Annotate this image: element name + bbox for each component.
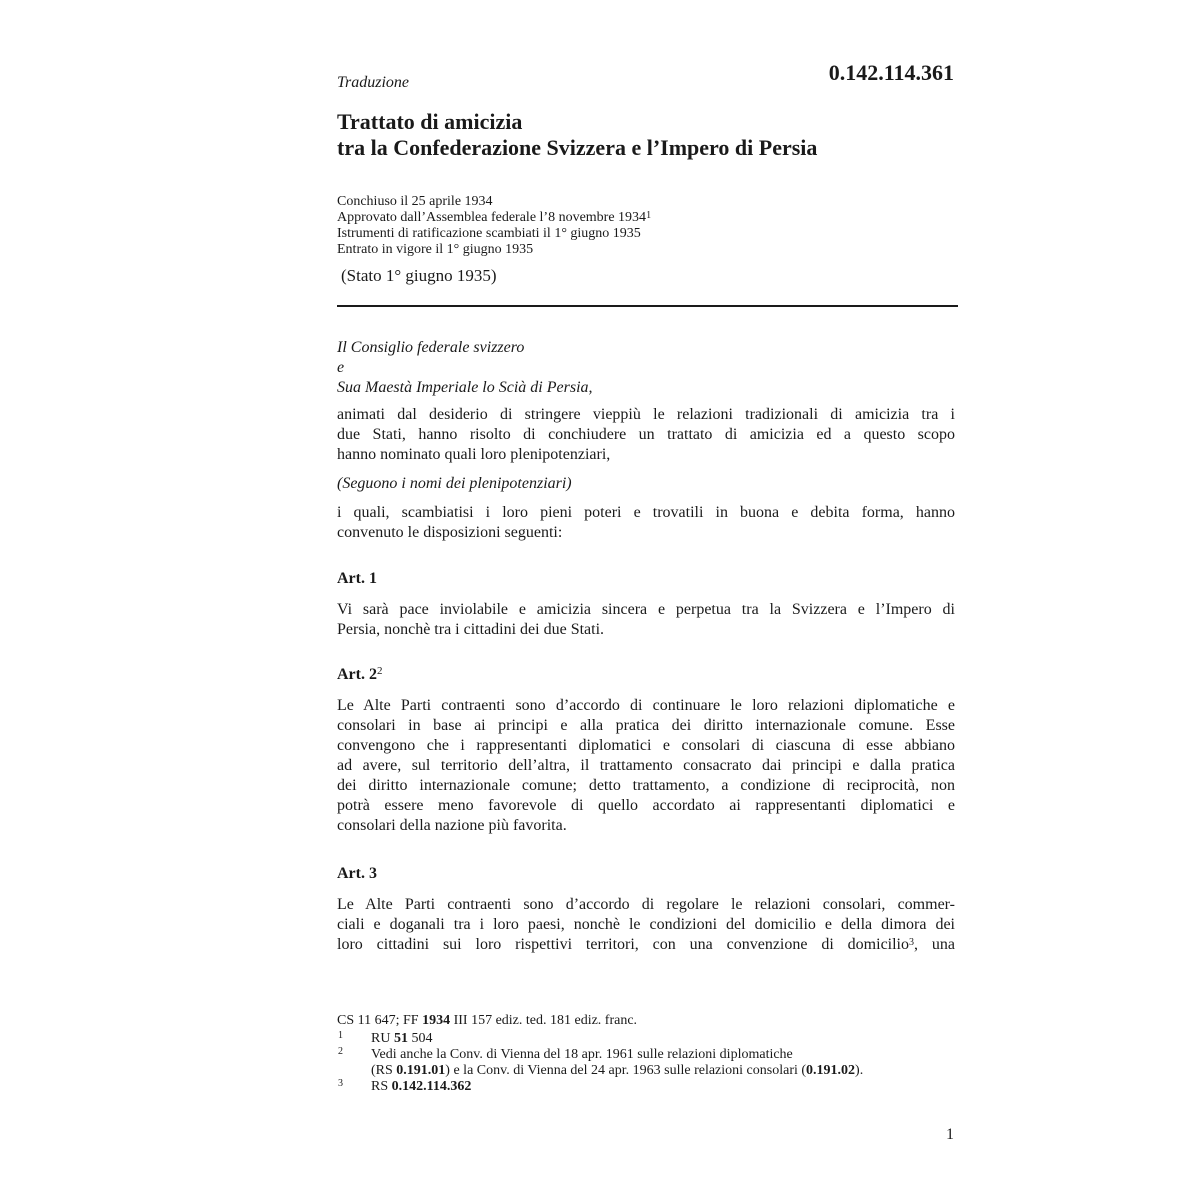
footnote-ref-2: 2	[376, 665, 383, 677]
article-2-heading: Art. $2^2$	[337, 665, 383, 683]
footnote-ref-1: 1	[646, 210, 652, 221]
document-title	[337, 109, 817, 161]
status-date: (Stato 1° giugno 1935)	[341, 266, 497, 285]
article-1-text: Vi sarà pace inviolabile e amicizia sincera e perpetua tra la Svizzera e l’Impero di Persia, nonchè tra i cittadini dei due Stati.	[337, 601, 955, 638]
entry-into-force-date: Entrato in vigore il 1° giugno 1935	[337, 242, 534, 257]
approval-date: Approvato dall’Assemblea federale l’8 novembre 1934$^1$	[337, 210, 652, 225]
title-line-1: Trattato di amicizia	[337, 109, 523, 134]
party-1: Il Consiglio federale svizzero	[337, 339, 525, 356]
article-3-heading: Art. 3	[337, 865, 377, 882]
sr-number: 0.142.114.361	[828, 60, 954, 85]
treaty-metadata	[337, 194, 651, 258]
conjunction: e	[337, 359, 345, 376]
concluded-date: Conchiuso il 25 aprile 1934	[337, 194, 493, 209]
ratification-date: Istrumenti di ratificazione scambiati il 1° giugno 1935	[337, 226, 641, 241]
article-1-heading: Art. 1	[337, 570, 377, 587]
preamble-paragraph-2: i quali, scambiatisi i loro pieni poteri e trovatili in buona e debita forma, hanno convenuto le disposizioni seguenti:	[337, 504, 955, 541]
footnote-3-text: RS 0.142.114.362	[371, 1079, 472, 1094]
plenipotentiaries-note: (Seguono i nomi dei plenipotenziari)	[337, 475, 572, 492]
footnote-2-text: Vedi anche la Conv. di Vienna del 18 apr. 1961 sulle relazioni diplomatiche (RS 0.191.01) e la Conv. di Vienna del 24 apr. 1963 sulle relazioni consolari (0.191.02).	[371, 1047, 864, 1078]
page-number: 1	[946, 1126, 954, 1143]
title-line-2: tra la Confederazione Svizzera e l’Impero di Persia	[337, 135, 818, 160]
header-divider	[337, 305, 958, 307]
party-2: Sua Maestà Imperiale lo Scià di Persia,	[337, 379, 593, 396]
footnote-1-number: 1	[338, 1030, 343, 1041]
preamble-paragraph-1: animati dal desiderio di stringere vieppiù le relazioni tradizionali di amicizia tra i due Stati, hanno risolto di conchiudere un trattato di amicizia ed a questo scopo hanno nominato quali loro plenipotenziari,	[337, 406, 955, 463]
translation-label: Traduzione	[337, 74, 410, 91]
source-reference: CS 11 647; FF 1934 III 157 ediz. ted. 181 ediz. franc.	[337, 1013, 638, 1028]
footnote-3-number: 3	[338, 1078, 343, 1089]
article-2-text: Le Alte Parti contraenti sono d’accordo di continuare le loro relazioni diplomatiche e consolari in base ai principi e alla pratica dei diritto internazionale comune. Esse convengono che i rappresentanti diplomatici e consolari di ciascuna di esse abbiano ad avere, sul territorio dell’altra, il trattamento consacrato dai principi e dalla pratica dei diritto internazionale comune; detto trattamento, a condizione di reciprocità, non potrà essere meno favorevole di quello accordato ai rappresentanti diplomatici e consolari della nazione più favorita.	[337, 697, 955, 834]
footnote-1-text: RU 51 504	[371, 1031, 433, 1046]
article-3-text: Le Alte Parti contraenti sono d’accordo di regolare le relazioni consolari, commer- ciali e doganali tra i loro paesi, nonchè le condizioni del domicilio e della dimora dei loro cittadini sui loro rispettivi territori, con una convenzione di domicilio$^3$, una	[337, 896, 955, 953]
footnote-2-number: 2	[338, 1046, 343, 1057]
footnote-ref-3: 3	[909, 937, 915, 948]
